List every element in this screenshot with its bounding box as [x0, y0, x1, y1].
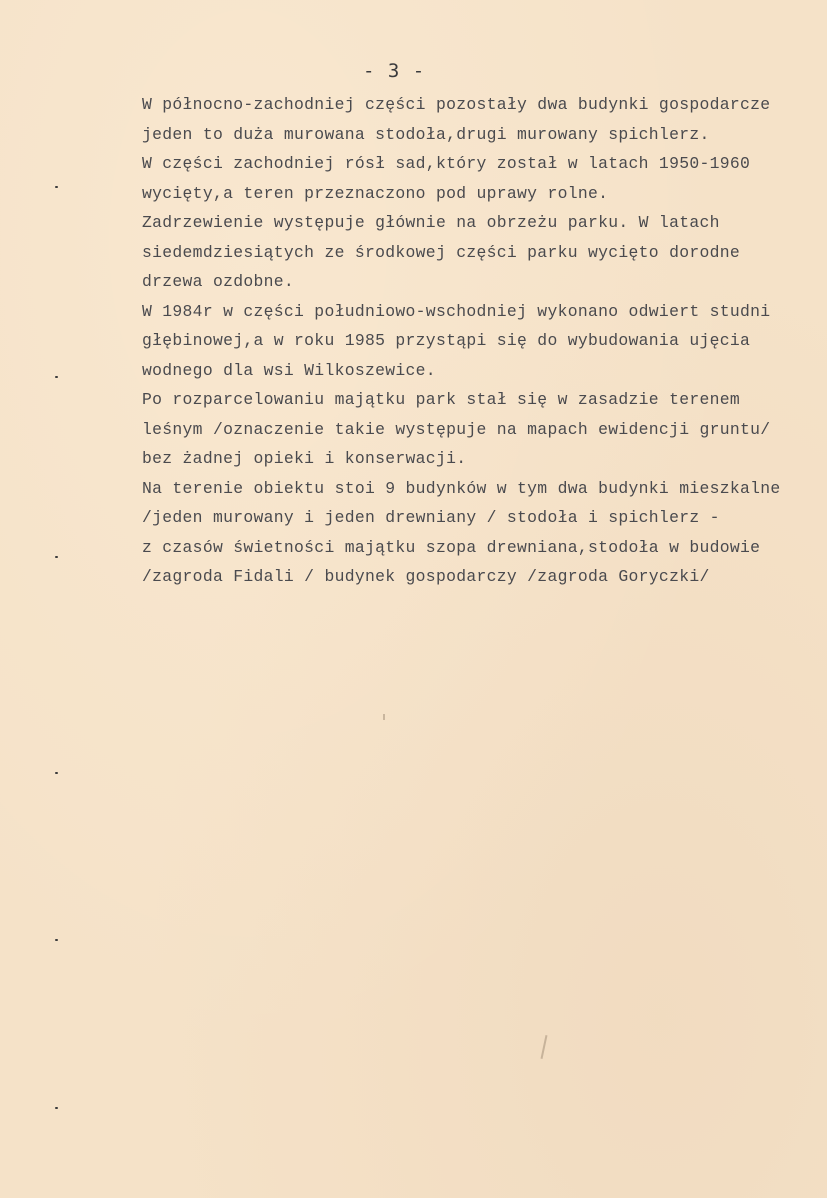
text-line: W północno-zachodniej części pozostały dwa budynki gospodarcze [142, 95, 771, 114]
text-line: siedemdziesiątych ze środkowej części parku wycięto dorodne [142, 242, 741, 262]
text-line: drzewa ozdobne. [142, 272, 295, 291]
text-line: z czasów świetności majątku szopa drewniana,stodoła w budowie [142, 537, 761, 557]
text-line: Po rozparcelowaniu majątku park stał się w zasadzie terenem [142, 390, 741, 409]
text-line: Zadrzewienie występuje głównie na obrzeżu parku. W latach [142, 213, 720, 232]
text-line: bez żadnej opieki i konserwacji. [142, 449, 467, 468]
body-text [142, 90, 822, 592]
text-line: /jeden murowany i jeden drewniany / stodoła i spichlerz - [142, 508, 720, 527]
text-line: leśnym /oznaczenie takie występuje na mapach ewidencji gruntu/ [142, 419, 771, 439]
page-number: - 3 - [363, 60, 426, 82]
margin-mark [55, 1107, 58, 1109]
text-line: Na terenie obiektu stoi 9 budynków w tym dwa budynki mieszkalne [142, 478, 781, 498]
margin-mark [55, 186, 58, 188]
margin-mark [55, 556, 58, 558]
margin-mark [55, 772, 58, 774]
margin-mark [55, 376, 58, 378]
text-line: W 1984r w części południowo-wschodniej wykonano odwiert studni [142, 301, 771, 321]
text-line: wycięty,a teren przeznaczono pod uprawy rolne. [142, 183, 609, 203]
paper-mark [541, 1035, 548, 1059]
margin-mark [55, 939, 58, 941]
paper-mark [383, 714, 385, 720]
text-line: W części zachodniej rósł sad,który został w latach 1950-1960 [142, 154, 751, 173]
text-line: /zagroda Fidali / budynek gospodarczy /zagroda Goryczki/ [142, 567, 710, 586]
text-line: jeden to duża murowana stodoła,drugi murowany spichlerz. [142, 124, 710, 144]
text-line: wodnego dla wsi Wilkoszewice. [142, 360, 436, 380]
text-line: głębinowej,a w roku 1985 przystąpi się do wybudowania ujęcia [142, 331, 751, 350]
